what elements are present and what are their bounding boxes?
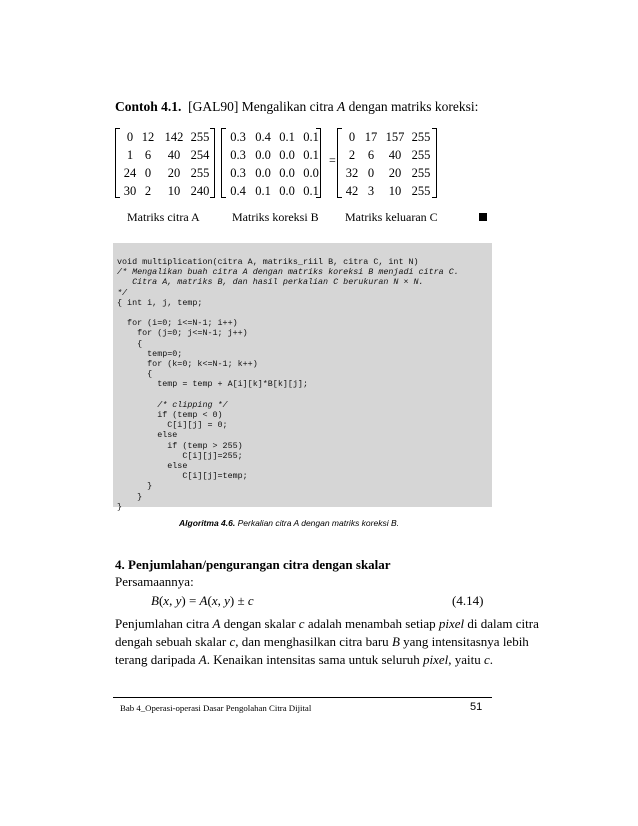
matrix-cell: 0	[348, 130, 356, 144]
matrix-cell: 0.1	[303, 130, 319, 144]
matrix-cell: 0.4	[255, 130, 271, 144]
equation: B(x, y) = A(x, y) ± c	[151, 593, 254, 608]
example-text-before: Mengalikan citra	[241, 99, 334, 114]
matrix-cell: 40	[388, 148, 402, 162]
matrix-cell: 0.4	[230, 184, 246, 198]
matrix-cell: 0.0	[279, 166, 295, 180]
code-line: temp = temp + A[i][k]*B[k][j];	[117, 379, 308, 390]
paragraph-line: dengah sebuah skalar c, dan menghasilkan citra baru B yang intensitasnya lebih	[115, 634, 529, 649]
code-line: Citra A, matriks B, dan hasil perkalian C berukuran N × N.	[117, 277, 424, 288]
matrix-cell: 240	[190, 184, 210, 198]
matrix-cell: 0.0	[279, 148, 295, 162]
code-line: C[i][j]=255;	[117, 450, 243, 461]
algorithm-code	[117, 257, 459, 512]
code-line: {	[117, 369, 153, 380]
matrix-cell: 20	[388, 166, 402, 180]
paragraph-line: Penjumlahan citra A dengan skalar c adalah menambah setiap pixel di dalam citra	[115, 616, 539, 631]
matrix-b-label: Matriks koreksi B	[232, 210, 319, 224]
code-line: { int i, j, temp;	[117, 297, 203, 308]
code-line: for (i=0; i<=N-1; i++)	[117, 318, 238, 329]
caption-text: Perkalian citra A dengan matriks koreksi B.	[237, 518, 400, 528]
persamaan-label: Persamaannya:	[115, 574, 194, 589]
example-heading	[115, 99, 478, 115]
matrix-cell: 255	[411, 130, 431, 144]
matrix-cell: 0.0	[303, 166, 319, 180]
matrix-c	[337, 128, 437, 198]
code-line: /* clipping */	[117, 399, 228, 410]
matrix-cell: 255	[190, 130, 210, 144]
matrix-cell: 2	[144, 184, 152, 198]
equation-number: (4.14)	[452, 593, 484, 608]
code-line: }	[117, 481, 153, 492]
matrix-cell: 10	[388, 184, 402, 198]
code-line: C[i][j]=temp;	[117, 471, 248, 482]
code-line: */	[117, 287, 128, 298]
matrix-cell: 32	[345, 166, 359, 180]
matrix-cell: 17	[364, 130, 378, 144]
example-ref: [GAL90]	[188, 99, 239, 114]
matrix-cell: 30	[123, 184, 137, 198]
matrix-cell: 0.1	[255, 184, 271, 198]
matrix-cell: 10	[167, 184, 181, 198]
matrix-cell: 2	[348, 148, 356, 162]
code-line: temp=0;	[117, 348, 183, 359]
code-line: for (j=0; j<=N-1; j++)	[117, 328, 248, 339]
matrix-cell: 0.1	[279, 130, 295, 144]
code-line: /* Mengalikan buah citra A dengan matriks koreksi B menjadi citra C.	[117, 267, 459, 278]
matrix-cell: 0.0	[255, 148, 271, 162]
matrix-cell: 255	[190, 166, 210, 180]
matrix-cell: 0.3	[230, 130, 246, 144]
matrix-cell: 0.1	[303, 184, 319, 198]
code-line: {	[117, 338, 143, 349]
matrix-a	[115, 128, 215, 198]
code-line: }	[117, 491, 143, 502]
paragraph-line: terang daripada A. Kenaikan intensitas sama untuk seluruh pixel, yaitu c.	[115, 652, 494, 667]
matrix-cell: 40	[167, 148, 181, 162]
code-line: for (k=0; k<=N-1; k++)	[117, 359, 258, 370]
matrix-cell: 255	[411, 184, 431, 198]
equals-sign: =	[329, 153, 336, 167]
matrix-cell: 6	[144, 148, 152, 162]
matrix-cell: 0.1	[303, 148, 319, 162]
matrix-cell: 0.3	[230, 166, 246, 180]
matrix-a-label: Matriks citra A	[127, 210, 200, 224]
code-line: C[i][j] = 0;	[117, 420, 228, 431]
matrix-cell: 255	[411, 148, 431, 162]
footer-chapter-title: Bab 4_Operasi-operasi Dasar Pengolahan Citra Dijital	[120, 703, 312, 713]
matrix-cell: 157	[385, 130, 405, 144]
matrix-cell: 0.0	[279, 184, 295, 198]
matrix-b	[221, 128, 321, 198]
footer-divider	[113, 697, 492, 698]
matrix-cell: 12	[141, 130, 155, 144]
body-paragraph	[115, 615, 539, 669]
matrix-cell: 142	[164, 130, 184, 144]
matrix-cell: 20	[167, 166, 181, 180]
example-label: Contoh 4.1.	[115, 99, 182, 114]
code-line: else	[117, 461, 188, 472]
matrix-cell: 0	[367, 166, 375, 180]
code-line: if (temp > 255)	[117, 440, 243, 451]
section-heading: 4. Penjumlahan/pengurangan citra dengan skalar	[115, 557, 391, 572]
example-text-after: dengan matriks koreksi:	[348, 99, 479, 114]
caption-label: Algoritma 4.6.	[179, 518, 236, 528]
code-line: if (temp < 0)	[117, 410, 223, 421]
code-line: else	[117, 430, 178, 441]
matrix-cell: 0.0	[255, 166, 271, 180]
matrix-cell: 254	[190, 148, 210, 162]
matrix-cell: 255	[411, 166, 431, 180]
matrix-cell: 0	[144, 166, 152, 180]
example-var: A	[336, 99, 346, 114]
code-line: }	[117, 501, 123, 512]
matrix-cell: 0.3	[230, 148, 246, 162]
algorithm-caption	[179, 518, 399, 528]
end-of-example-square-icon	[479, 213, 487, 221]
matrix-cell: 3	[367, 184, 375, 198]
code-line: void multiplication(citra A, matriks_riil B, citra C, int N)	[117, 257, 419, 267]
page-number: 51	[470, 701, 483, 713]
matrix-cell: 24	[123, 166, 137, 180]
matrix-cell: 42	[345, 184, 359, 198]
matrix-cell: 1	[126, 148, 134, 162]
matrix-c-label: Matriks keluaran C	[345, 210, 438, 224]
matrix-cell: 6	[367, 148, 375, 162]
matrix-cell: 0	[126, 130, 134, 144]
